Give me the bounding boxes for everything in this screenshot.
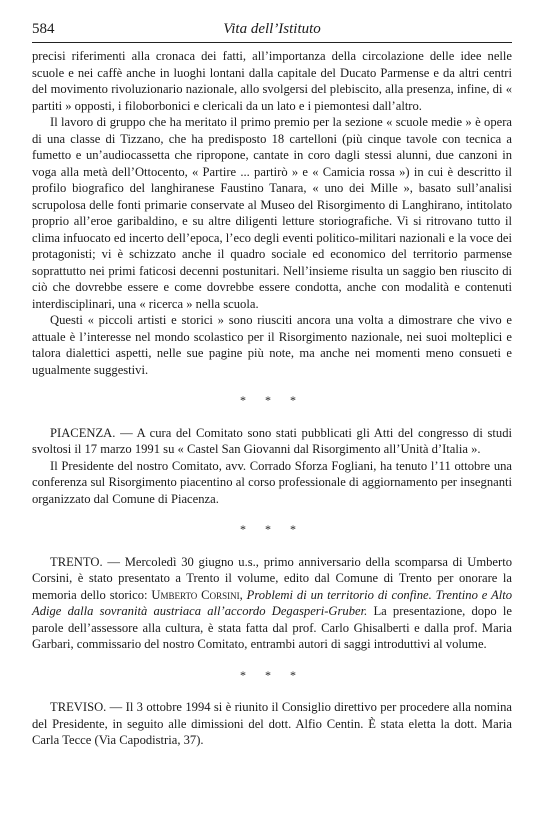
section-separator: * * * [240, 393, 304, 407]
treviso-text: — Il 3 ottobre 1994 si è riunito il Consiglio direttivo per procedere alla nomina del Presidente, in seguito alle dimissioni del dott. Alfio Centin. È stata eletta la dott. Maria Carla Tecce (Via Capodistria, 37). [32, 700, 512, 747]
trento-text-b: La presentazione, dopo le parole dell’assessore alla cultura, è stata fatta dal prof. Carlo Ghisalberti e dalla prof. Maria Garbari, commissario del nostro Comitato, entrambi autori di saggi introduttivi al volume. [32, 604, 512, 651]
trento-heading: TRENTO. [50, 554, 103, 569]
trento-text-a: — Mercoledì 30 giugno u.s., primo anniversario della scomparsa di Umberto Corsini, è stato presentato a Trento il volume, edito dal Comune di Trento per onorare la memoria dello storico: [32, 554, 512, 602]
page-number: 584 [32, 21, 55, 37]
piacenza-paragraph-2: Il Presidente del nostro Comitato, avv. Corrado Sforza Fogliani, ha tenuto l’11 ottobre una conferenza sul Risorgimento piacentino al corso professionale di aggiornamento per insegnanti organizzato dal Comune di Piacenza. [32, 458, 512, 506]
piacenza-paragraph-1 [32, 425, 512, 458]
treviso-heading: TREVISO. [50, 700, 107, 714]
running-title: Vita dell’Istituto [223, 21, 321, 37]
section-separator: * * * [240, 667, 304, 682]
page-header [32, 18, 512, 40]
trento-author: Umberto Corsini, [151, 587, 243, 602]
header-rule [32, 42, 512, 43]
treviso-paragraph [32, 699, 512, 749]
trento-book-title: Problemi di un territorio di confine. Trentino e Alto Adige dalla sovranità austriaca all’accordo Degasperi-Gruber. [32, 587, 513, 618]
paragraph-conclusion: Questi « piccoli artisti e storici » sono riusciti ancora una volta a dimostrare che vivo e attuale è l’interesse nel mondo scolastico per il Risorgimento nazionale, nei suoi molteplici e talora dialettici aspetti, nelle sue pagine più note, ma anche nei momenti meno consueti e ugualmente suggestivi. [32, 313, 512, 377]
piacenza-text-1: — A cura del Comitato sono stati pubblicati gli Atti del congresso di studi svoltosi il 17 marzo 1991 su « Castel San Giovanni dal Risorgimento all’Unità d’Italia ». [32, 425, 512, 456]
paragraph-school-prize: Il lavoro di gruppo che ha meritato il primo premio per la sezione « scuole medie » è opera di una classe di Tizzano, che ha predisposto 18 cartelloni (più cinque tavole con tecnica a fumetto e un’audiocassetta che ripropone, cantate in coro dagli stessi alunni, due canzoni in voga alla metà dell’Ottocento, « Partire ... partirò » e « Camicia rossa ») in cui è descritto il profilo biografico del langhiranese Faustino Tanara, « uno dei Mille », basato sull’analisi scrupolosa delle fonti primarie conservate al Museo del Risorgimento di Langhirano, intitolato proprio all’eroe garibaldino, e su altre diligenti letture storiografiche. Vi si ritrovano tutto il clima infuocato ed incerto dell’epoca, l’eco degli eventi politico-militari nazionali e la voce dei protagonisti; vi è schizzato anche il quadro sociale ed economico del territorio parmense soprattutto nei primi faticosi decenni postunitari. Nell’insieme risulta un saggio ben riuscito di ciò che dovrebbe essere e come dovrebbe essere condotta, anche con modalità e contenuti interdisciplinari, una « ricerca » nella scuola. [32, 115, 512, 311]
paragraph-continuation: precisi riferimenti alla cronaca dei fatti, all’importanza della circolazione delle idee nelle scuole e nei caffè anche in luoghi lontani dalla capitale del Ducato Parmense e da altri centri del movimento rivoluzionario nazionale, allo svolgersi del plebiscito, alla presenza, infine, di « partiti » opposti, i filoborbonici e clericali da un lato e i piemontesi dall’altro. [32, 49, 512, 113]
section-separator: * * * [240, 522, 304, 536]
body-text [32, 48, 512, 749]
trento-paragraph [32, 554, 512, 653]
piacenza-heading: PIACENZA. [50, 425, 116, 440]
